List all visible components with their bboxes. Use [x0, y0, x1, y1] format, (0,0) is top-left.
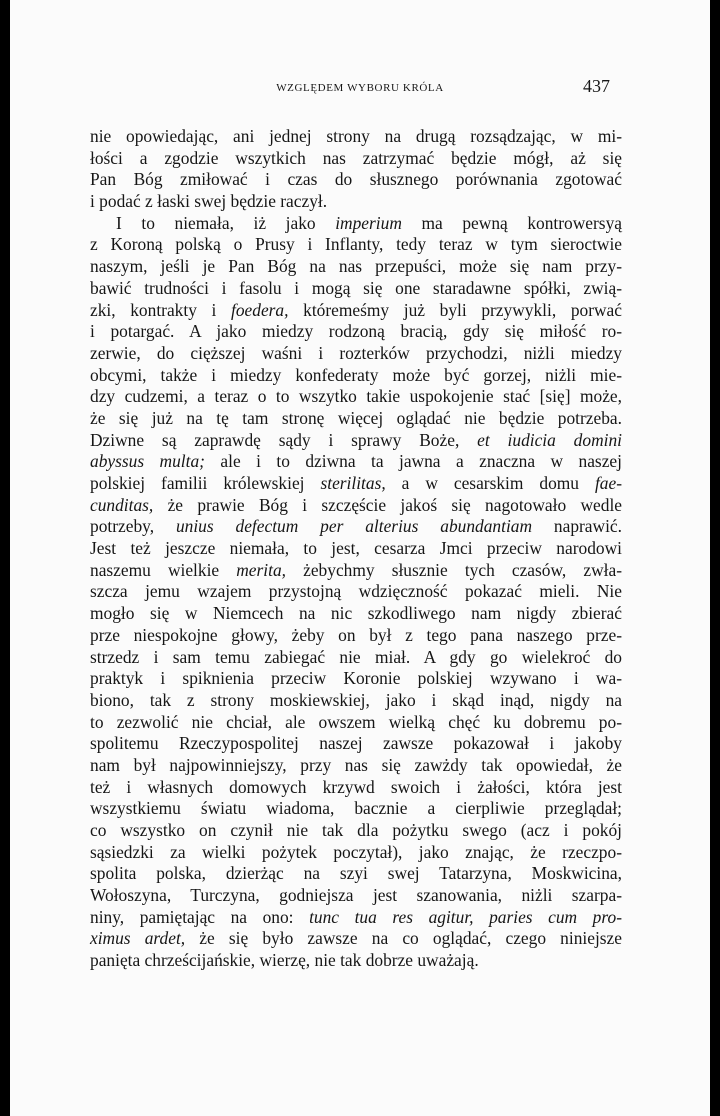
text-segment: że się było zawsze na co oglądać, czego niniejsze	[185, 928, 622, 949]
italic-text: abyssus multa;	[90, 451, 205, 472]
text-line	[90, 820, 622, 842]
text-line	[90, 256, 622, 278]
text-line	[90, 516, 622, 538]
text-segment: sąsiedzki za wielki pożytek poczytał), jako znając, że rzeczpo-	[90, 841, 622, 862]
text-segment: Dziwne są zaprawdę sądy i sprawy Boże,	[90, 429, 478, 450]
text-line	[90, 733, 622, 755]
text-line	[90, 495, 622, 517]
text-line	[90, 300, 622, 322]
text-line	[90, 690, 622, 712]
text-segment: panięta chrześcijańskie, wierzę, nie tak dobrze uważają.	[90, 950, 479, 971]
text-segment: praktyk i spiknienia przeciw Koronie polskiej wzywano i wa-	[90, 668, 622, 689]
text-segment: spolita polska, dzierżąc na szyi swej Tatarzyna, Moskwicina,	[90, 863, 622, 884]
italic-text: sterilitas,	[320, 473, 386, 493]
text-segment: zerwie, do cięższej waśni i rozterków przychodzi, niżli miedzy	[90, 342, 622, 363]
text-segment: mogło się w Niemcech na nic szkodliwego nam nigdy zbierać	[90, 603, 622, 624]
book-page	[10, 0, 710, 1116]
italic-text: merita,	[236, 559, 287, 580]
text-segment: potrzeby,	[90, 516, 176, 537]
text-line	[90, 907, 622, 929]
text-segment: szcza jemu wzajem przystojną wdzięczność pokazać mieli. Nie	[90, 581, 622, 602]
text-line	[90, 321, 622, 343]
text-segment: niny, pamiętając na ono:	[90, 906, 310, 927]
text-segment: z Koroną polską o Prusy i Inflanty, tedy teraz w tym sieroctwie	[90, 234, 622, 255]
text-line	[90, 408, 622, 430]
text-line	[90, 560, 622, 582]
text-segment: naszemu wielkie	[90, 559, 237, 580]
text-line	[90, 473, 622, 495]
text-segment: też i własnych domowych krzywd swoich i żałości, która jest	[90, 776, 622, 797]
text-segment: któremeśmy już byli przywykli, porwać	[288, 299, 622, 320]
text-line	[90, 581, 622, 603]
text-line	[90, 647, 622, 669]
text-line	[90, 863, 622, 885]
running-title: WZGLĘDEM WYBORU KRÓLA	[276, 82, 444, 94]
text-segment: ma pewną kontrowersyą	[401, 212, 622, 233]
text-segment: dzy cudzemi, a teraz o to wszytko takie uspokojenie stać [się] może,	[90, 386, 622, 407]
text-line	[90, 885, 622, 907]
text-line	[90, 928, 622, 950]
text-line	[90, 365, 622, 387]
text-segment: łości a zgodzie wszytkich nas zatrzymać będzie mógł, aż się	[90, 147, 622, 168]
text-line	[90, 668, 622, 690]
text-line	[90, 798, 622, 820]
text-segment: naprawić.	[532, 516, 622, 537]
text-segment: żebychmy słusznie tych czasów, zwła-	[286, 559, 622, 580]
body-text	[90, 126, 622, 972]
text-line	[90, 169, 622, 191]
text-segment: naszym, jeśli je Pan Bóg na nas przepuści, może się nam przy-	[90, 256, 622, 277]
text-line	[90, 191, 622, 213]
text-segment: bawić trudności i fasolu i mogą się one staradawne spółki, zwią-	[90, 277, 622, 298]
italic-text: et iudicia domini	[477, 429, 622, 450]
italic-text: ximus ardet,	[90, 928, 186, 949]
italic-text: imperium	[335, 212, 402, 233]
text-line	[90, 755, 622, 777]
text-line	[90, 343, 622, 365]
text-segment: nie opowiedając, ani jednej strony na drugą rozsądzając, w mi-	[90, 126, 622, 146]
text-segment: polskiej familii królewskiej	[90, 473, 321, 493]
text-line	[90, 712, 622, 734]
text-line	[90, 430, 622, 452]
text-segment: ale i to dziwna ta jawna a znaczna w naszej	[204, 451, 622, 472]
text-line	[90, 950, 622, 972]
text-segment: obcymi, także i miedzy konfederaty może być gorzej, niżli mie-	[90, 364, 622, 385]
text-segment: Pan Bóg zmiłować i czas do słusznego porównania zgotować	[90, 169, 622, 190]
text-line	[90, 603, 622, 625]
italic-text: tunc tua res agitur, paries cum pro-	[309, 906, 622, 927]
italic-text: fae-	[594, 473, 622, 493]
text-segment: nam był najpowinniejszy, przy nas się zawżdy tak opowiedał, że	[90, 754, 622, 775]
text-line	[90, 451, 622, 473]
text-line	[90, 625, 622, 647]
text-segment: że prawie Bóg i szczęście jakoś się nagotowało wedle	[153, 494, 622, 515]
italic-text: foedera,	[231, 299, 289, 320]
text-line	[90, 234, 622, 256]
text-segment: i podać z łaski swej będzie raczył.	[90, 191, 328, 212]
text-line	[90, 777, 622, 799]
text-line	[90, 126, 622, 148]
text-segment: co wszystko on czynił nie tak dla pożytku swego (acz i pokój	[90, 820, 622, 840]
text-segment: zki, kontrakty i	[90, 299, 231, 320]
text-segment: a w cesarskim domu	[385, 473, 595, 493]
text-segment: wszystkiemu światu wiadoma, bacznie a cierpliwie przeglądał;	[90, 798, 622, 819]
text-segment: Jest też jeszcze niemała, to jest, cesarza Jmci przeciw narodowi	[90, 538, 622, 559]
text-segment: to zezwolić nie chciał, ale owszem wielką chęć ku dobremu po-	[90, 711, 622, 732]
text-line	[90, 213, 622, 235]
page-number: 437	[583, 76, 610, 96]
text-line	[90, 278, 622, 300]
text-segment: biono, tak z strony moskiewskiej, jako i skąd inąd, nigdy na	[90, 689, 622, 710]
text-line	[90, 538, 622, 560]
text-segment: I to niemała, iż jako	[116, 212, 336, 233]
text-line	[90, 842, 622, 864]
page-header	[10, 76, 710, 100]
text-segment: strzedz i sam temu zabiegać nie miał. A gdy go wielekroć do	[90, 646, 622, 667]
text-segment: że się już na tę tam stronę więcej oglądać nie będzie potrzeba.	[90, 407, 622, 428]
text-line	[90, 386, 622, 408]
italic-text: cunditas,	[90, 494, 154, 515]
text-segment: spolitemu Rzeczypospolitej naszej zawsze pokazował i jakoby	[90, 733, 622, 754]
italic-text: unius defectum per alterius abundantiam	[175, 516, 533, 537]
text-line	[90, 148, 622, 170]
text-segment: i potargać. A jako miedzy rodzoną bracią, gdy się miłość ro-	[90, 321, 622, 342]
text-segment: Wołoszyna, Turczyna, godniejsza jest szanowania, niżli szarpa-	[90, 885, 622, 906]
text-segment: prze niespokojne głowy, żeby on był z tego pana naszego prze-	[90, 624, 622, 645]
